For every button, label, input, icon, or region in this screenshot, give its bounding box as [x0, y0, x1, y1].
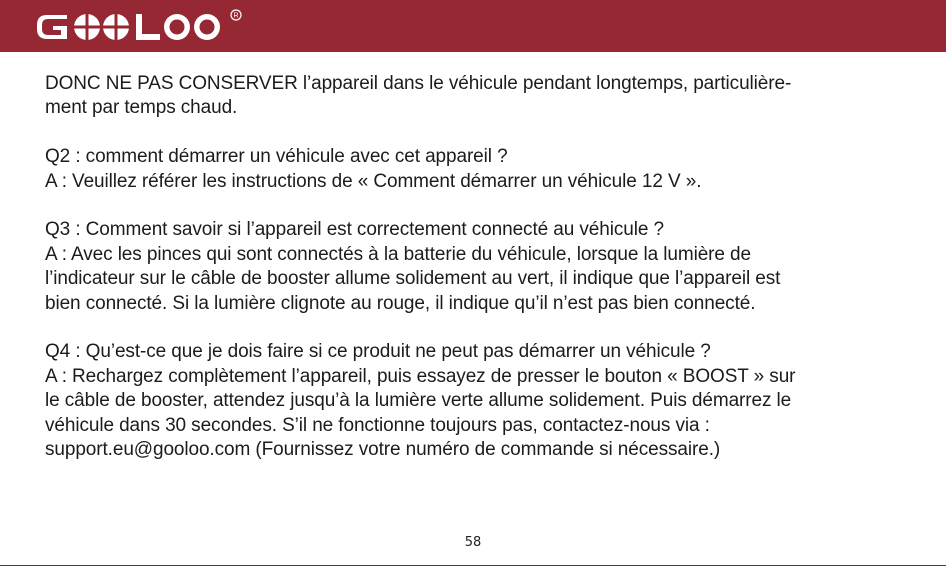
- answer-line: le câble de booster, attendez jusqu’à la lumière verte allume solidement. Puis démarrez le: [45, 390, 792, 412]
- answer-line: A : Veuillez référer les instructions de « Comment démarrer un véhicule 12 V ».: [45, 170, 702, 192]
- paragraph-q3: [45, 218, 925, 316]
- answer-line: l’indicateur sur le câble de booster allume solidement au vert, il indique que l’appareil est: [45, 268, 781, 290]
- registered-mark: R: [233, 12, 239, 20]
- text-line: ment par temps chaud.: [45, 97, 238, 119]
- paragraph-warning: [45, 72, 925, 121]
- support-email-line: support.eu@gooloo.com (Fournissez votre numéro de commande si nécessaire.): [45, 439, 721, 461]
- page-number: 58: [464, 535, 482, 550]
- header-bar: [0, 0, 946, 52]
- answer-line: bien connecté. Si la lumière clignote au rouge, il indique qu’il n’est pas bien connecté.: [45, 292, 756, 314]
- question-line: Q4 : Qu’est-ce que je dois faire si ce produit ne peut pas démarrer un véhicule ?: [45, 341, 711, 363]
- answer-line: véhicule dans 30 secondes. S’il ne fonctionne toujours pas, contactez-nous via :: [45, 414, 710, 436]
- text-line: DONC NE PAS CONSERVER l’appareil dans le véhicule pendant longtemps, particulière-: [45, 73, 792, 94]
- bottom-divider: [0, 565, 946, 566]
- paragraph-q4: [45, 340, 925, 462]
- document-body: [45, 72, 925, 487]
- question-line: Q3 : Comment savoir si l’appareil est correctement connecté au véhicule ?: [45, 219, 664, 241]
- answer-line: A : Rechargez complètement l’appareil, puis essayez de presser le bouton « BOOST » sur: [45, 365, 796, 387]
- answer-line: A : Avec les pinces qui sont connectés à la batterie du véhicule, lorsque la lumière de: [45, 243, 751, 265]
- paragraph-q2: [45, 145, 925, 194]
- question-line: Q2 : comment démarrer un véhicule avec cet appareil ?: [45, 146, 508, 168]
- gooloo-logo: [36, 9, 246, 43]
